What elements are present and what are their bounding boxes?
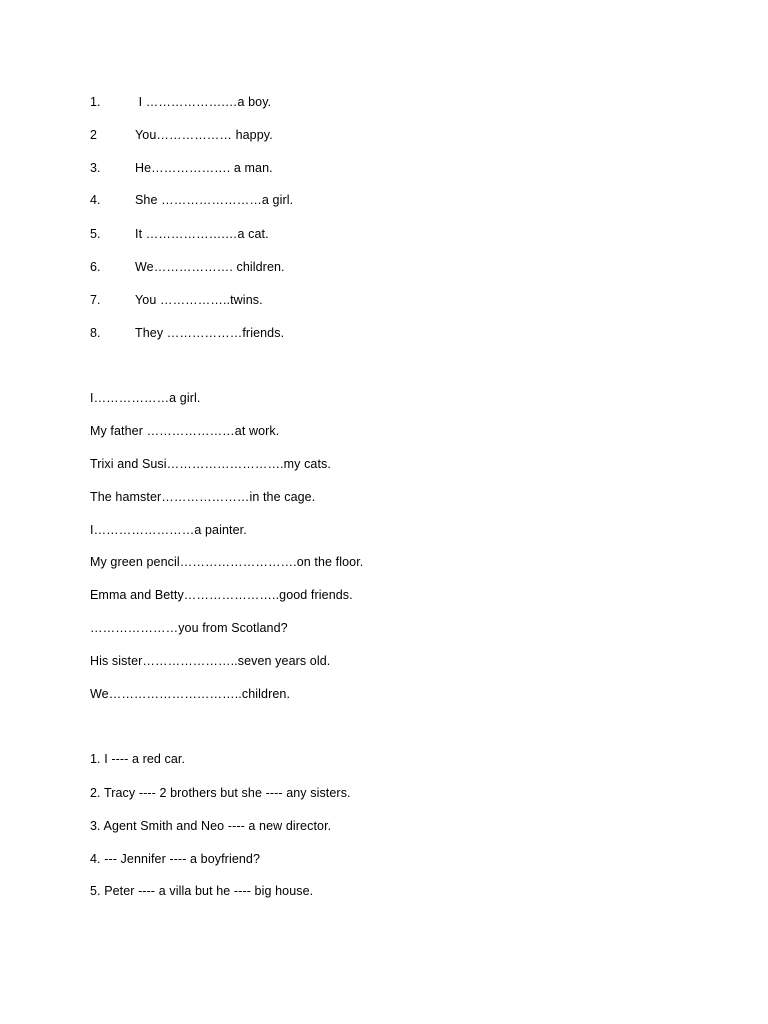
exercise2-item: I………………a girl.: [90, 391, 201, 405]
exercise2-item: My green pencil……………………….on the floor.: [90, 555, 364, 569]
exercise3-item: 3. Agent Smith and Neo ---- a new director.: [90, 819, 332, 833]
exercise1-item: [90, 160, 273, 176]
item-text: You……………… happy.: [135, 128, 273, 142]
exercise3-item: 1. I ---- a red car.: [90, 752, 186, 766]
item-text: We………………. children.: [135, 260, 285, 274]
exercise3-item: 2. Tracy ---- 2 brothers but she ---- any sisters.: [90, 786, 351, 800]
item-number: 4.: [90, 193, 101, 207]
exercise2-item: His sister…………………..seven years old.: [90, 654, 331, 668]
item-number: 6.: [90, 260, 101, 274]
item-number: 7.: [90, 293, 101, 307]
exercise1-item: [90, 325, 284, 341]
exercise3-item: 4. --- Jennifer ---- a boyfriend?: [90, 852, 261, 866]
item-text: You ……………..twins.: [135, 293, 263, 307]
item-number: 2: [90, 128, 98, 142]
exercise2-item: My father …………………at work.: [90, 424, 280, 438]
exercise2-item: …………………you from Scotland?: [90, 621, 288, 635]
exercise1-item: [90, 259, 285, 275]
exercise2-item: The hamster…………………in the cage.: [90, 490, 316, 504]
exercise2-item: Trixi and Susi……………………….my cats.: [90, 457, 331, 471]
item-number: 1.: [90, 95, 101, 109]
item-text: They ………………friends.: [135, 326, 285, 340]
item-number: 8.: [90, 326, 101, 340]
exercise1-item: [90, 94, 271, 110]
exercise1-item: [90, 226, 269, 242]
item-text: She ……………………a girl.: [135, 193, 294, 207]
exercise2-item: I……………………a painter.: [90, 523, 247, 537]
exercise2-item: Emma and Betty…………………..good friends.: [90, 588, 353, 602]
item-number: 3.: [90, 161, 101, 175]
exercise1-item: [90, 127, 273, 143]
exercise1-item: [90, 292, 263, 308]
exercise1-item: [90, 192, 293, 208]
item-text: It ……………….…a cat.: [135, 227, 269, 241]
exercise3-item: 5. Peter ---- a villa but he ---- big house.: [90, 884, 314, 898]
item-text: I ……………….…a boy.: [135, 95, 272, 109]
item-text: He………………. a man.: [135, 161, 273, 175]
item-number: 5.: [90, 227, 101, 241]
exercise2-item: We…………………………..children.: [90, 687, 291, 701]
